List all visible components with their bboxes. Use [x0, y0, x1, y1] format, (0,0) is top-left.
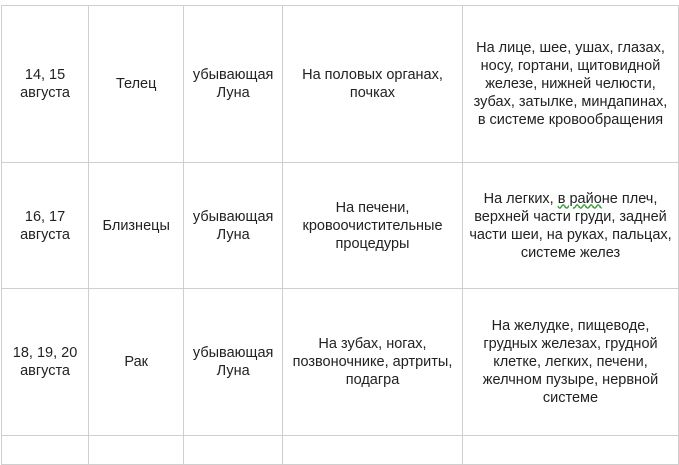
table-row: [2, 163, 679, 289]
zodiac-sign-cell: Телец: [89, 6, 184, 163]
empty-cell: [462, 436, 678, 465]
favorable-cell: На половых органах, почках: [283, 6, 463, 163]
unfavorable-cell: На желудке, пищеводе, грудных железах, грудной клетке, легких, печени, желчном пузыре, нервной системе: [462, 289, 678, 436]
table-row: [2, 289, 679, 436]
zodiac-sign-cell: Близнецы: [89, 163, 184, 289]
moon-phase-cell: убывающая Луна: [184, 289, 283, 436]
empty-cell: [184, 436, 283, 465]
zodiac-sign-cell: Рак: [89, 289, 184, 436]
favorable-cell: На зубах, ногах, позвоночнике, артриты, подагра: [283, 289, 463, 436]
date-cell: 16, 17 августа: [2, 163, 89, 289]
date-cell: 14, 15 августа: [2, 6, 89, 163]
moon-phase-cell: убывающая Луна: [184, 163, 283, 289]
empty-cell: [283, 436, 463, 465]
table-row-partial: [2, 436, 679, 465]
table-row: [2, 6, 679, 163]
unfavorable-text-end: не плеч, верхней части груди, задней части шеи, на руках, пальцах, системе желез: [469, 190, 672, 261]
moon-phase-cell: убывающая Луна: [184, 6, 283, 163]
unfavorable-cell: [462, 163, 678, 289]
favorable-cell: На печени, кровоочистительные процедуры: [283, 163, 463, 289]
empty-cell: [2, 436, 89, 465]
unfavorable-cell: На лице, шее, ушах, глазах, носу, гортани, щитовидной железе, нижней челюсти, зубах, затылке, миндапинах, в системе кровообращения: [462, 6, 678, 163]
empty-cell: [89, 436, 184, 465]
spellcheck-underlined-text: в райо: [557, 190, 602, 207]
unfavorable-text-start: На легких,: [483, 190, 558, 207]
date-cell: 18, 19, 20 августа: [2, 289, 89, 436]
